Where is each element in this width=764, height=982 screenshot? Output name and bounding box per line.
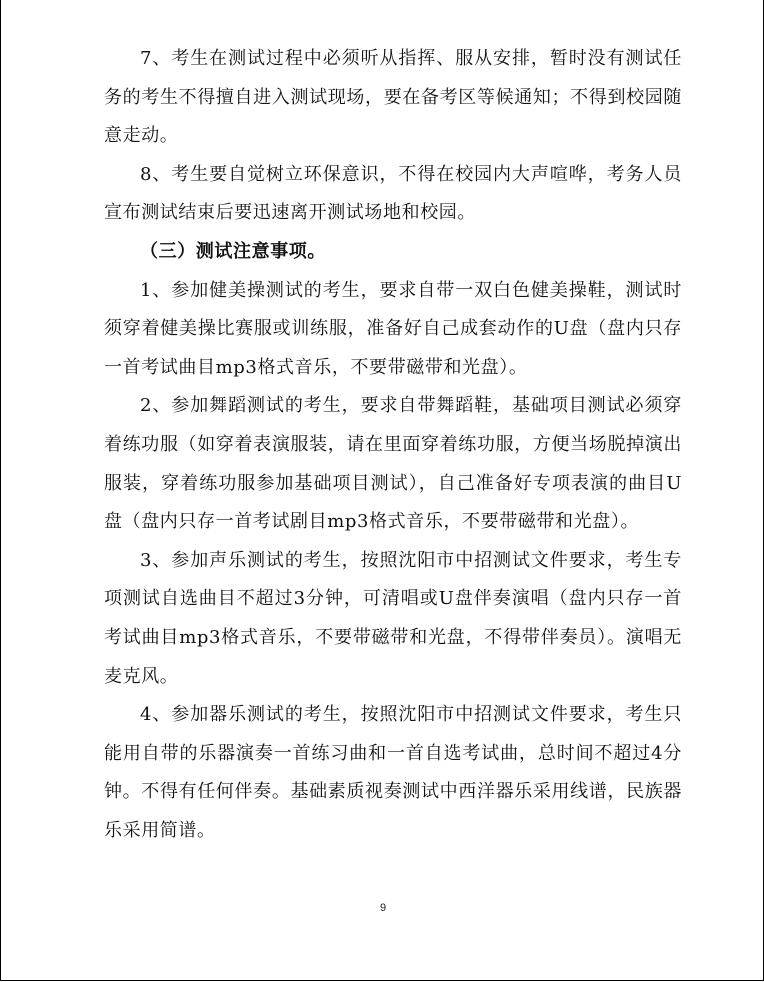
page-number: 9: [379, 902, 387, 914]
paragraph-rule-8: 8、考生要自觉树立环保意识，不得在校园内大声喧哗，考务人员宣布测试结束后要迅速离开测试场地和校园。: [104, 163, 682, 224]
paragraph-note-4: 4、参加器乐测试的考生，按照沈阳市中招测试文件要求，考生只能用自带的乐器演奏一首练习曲和一首自选考试曲，总时间不超过4分钟。不得有任何伴奏。基础素质视奏测试中西洋器乐采用线谱，民族器乐采用简谱。: [104, 704, 682, 841]
paragraph-note-3: 3、参加声乐测试的考生，按照沈阳市中招测试文件要求，考生专项测试自选曲目不超过3分钟，可清唱或U盘伴奏演唱（盘内只存一首考试曲目mp3格式音乐，不要带磁带和光盘，不得带伴奏员）。演唱无麦克风。: [104, 549, 682, 687]
document-body: [104, 40, 682, 850]
paragraph-note-2: 2、参加舞蹈测试的考生，要求自带舞蹈鞋，基础项目测试必须穿着练功服（如穿着表演服装，请在里面穿着练功服，方便当场脱掉演出服装，穿着练功服参加基础项目测试），自己准备好专项表演的曲目U盘（盘内只存一首考试剧目mp3格式音乐，不要带磁带和光盘）。: [104, 395, 682, 533]
paragraph-note-1: 1、参加健美操测试的考生，要求自带一双白色健美操鞋，测试时须穿着健美操比赛服或训练服，准备好自己成套动作的U盘（盘内只存一首考试曲目mp3格式音乐，不要带磁带和光盘）。: [104, 279, 682, 378]
section-heading: （三）测试注意事项。: [140, 240, 326, 262]
paragraph-rule-7: 7、考生在测试过程中必须听从指挥、服从安排，暂时没有测试任务的考生不得擅自进入测试现场，要在备考区等候通知；不得到校园随意走动。: [104, 48, 682, 147]
